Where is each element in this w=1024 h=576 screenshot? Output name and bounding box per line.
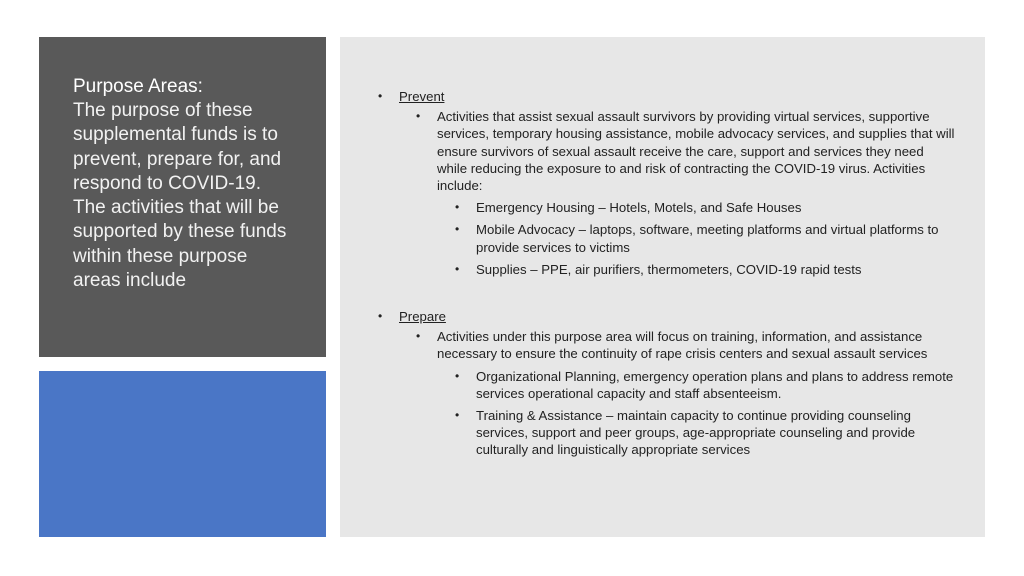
prevent-description-row — [378, 108, 955, 194]
bullet-icon: • — [416, 329, 421, 344]
bullet-icon: • — [378, 89, 383, 103]
prevent-item-mobile-advocacy: Mobile Advocacy – laptops, software, meeting platforms and virtual platforms to provide services to victims — [476, 222, 939, 255]
purpose-summary-panel — [39, 37, 326, 357]
prevent-section — [378, 88, 955, 278]
list-item — [378, 221, 955, 255]
bullet-icon: • — [378, 309, 383, 324]
prevent-heading: Prevent — [399, 89, 445, 104]
list-item — [378, 407, 955, 459]
prevent-heading-row — [378, 88, 955, 105]
bullet-icon: • — [455, 261, 460, 276]
prepare-heading: Prepare — [399, 309, 446, 325]
bullet-icon: • — [455, 200, 460, 215]
bullet-icon: • — [455, 408, 460, 423]
prevent-item-emergency-housing: Emergency Housing – Hotels, Motels, and Safe Houses — [476, 200, 802, 216]
prepare-heading-row — [378, 308, 955, 325]
decorative-blue-block — [39, 371, 326, 537]
prevent-item-supplies: Supplies – PPE, air purifiers, thermometers, COVID-19 rapid tests — [476, 261, 862, 277]
prepare-item-organizational-planning: Organizational Planning, emergency operation plans and plans to address remote services operational capacity and staff absenteeism. — [476, 368, 954, 401]
bullet-icon: • — [416, 109, 421, 124]
bullet-icon: • — [455, 368, 460, 383]
list-item — [378, 368, 955, 402]
list-item — [378, 261, 955, 278]
list-item — [378, 199, 955, 216]
activities-panel — [340, 37, 985, 537]
bullet-icon: • — [455, 222, 460, 237]
prepare-description-row — [378, 328, 955, 362]
purpose-areas-title: Purpose Areas: — [73, 76, 203, 97]
prevent-description: Activities that assist sexual assault survivors by providing virtual services, supportive services, temporary housing assistance, mobile advocacy services, and supplies that will ensure survivors of sexual assault receive the care, support and services they need while reducing the exposure to and risk of contracting the COVID-19 virus. Activities include: — [437, 109, 955, 194]
purpose-description: The purpose of these supplemental funds is to prevent, prepare for, and respond to COVID-19. The activities that will be supported by these funds within these purpose areas include — [73, 100, 287, 292]
prepare-description: Activities under this purpose area will focus on training, information, and assistance necessary to ensure the continuity of rape crisis centers and sexual assault services — [437, 329, 928, 362]
prepare-item-training-assistance: Training & Assistance – maintain capacity to continue providing counseling services, support and peer groups, age-appropriate counseling and provide culturally and linguistically appropriate services — [476, 408, 916, 458]
prepare-section — [378, 308, 955, 459]
